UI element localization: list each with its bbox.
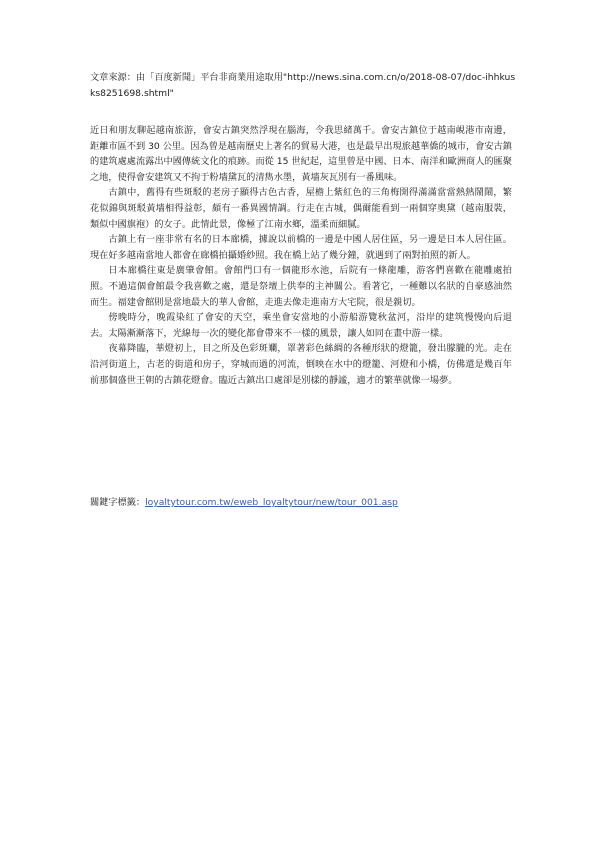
keyword-link[interactable]: loyaltytour.com.tw/eweb_loyaltytour/new/tour_001.asp xyxy=(145,497,398,508)
article-paragraph-3: 古鎮上有一座非常有名的日本廊橋，據說以前橋的一邊是中國人居住區，另一邊是日本人居住區。現在好多越南當地人都會在廊橋拍攝婚紗照。我在橋上站了幾分鐘，就遇到了兩對拍照的新人。 xyxy=(90,234,512,261)
article-body xyxy=(90,123,512,388)
article-paragraph-4: 日本廊橋往東是廣肇會館。會館門口有一個龍形水池，后院有一條龍雕，游客們喜歡在龍雕處拍照。不過這個會館最令我喜歡之處，還是祭壇上供奉的主神關公。看著它，一種難以名狀的自豪感油然而生。福建會館則是當地最大的華人會館，走進去像走進南方大宅院，很是親切。 xyxy=(90,265,512,308)
article-paragraph-6: 夜幕降臨，華燈初上，目之所及色彩斑斕，罩著彩色絲綢的各種形狀的燈籠，發出朦朧的光。走在沿河街道上，古老的街道和房子，穿城而過的河流，倒映在水中的燈籠、河燈和小橋，仿佛還是幾百年前那個盛世王朝的古鎮花燈會。臨近古鎮出口處卻是別樣的靜謐，適才的繁華就像一場夢。 xyxy=(90,343,512,386)
article-paragraph-2: 古鎮中，舊得有些斑駁的老房子顯得古色古香，屋檐上紫紅色的三角梅開得滿滿當當熱熱鬧鬧，繁花似錦與斑駁黃墻相得益彰，頗有一番異國情調。行走在古城，偶爾能看到一兩個穿奧黛（越南服裝，類似中國旗袍）的女子。此情此景，像極了江南水鄉，溫柔而細膩。 xyxy=(90,187,512,230)
keyword-label: 關鍵字標籤： xyxy=(90,497,146,508)
keyword-tags xyxy=(90,495,530,511)
source-attribution: 文章來源：由「百度新聞」平台非商業用途取用"http://news.sina.com.cn/o/2018-08-07/doc-ihhkusks8251698.shtml" xyxy=(90,72,516,99)
article-paragraph-5: 傍晚時分，晚霞染紅了會安的天空，乘坐會安當地的小游船游覽秋盆河，沿岸的建筑慢慢向后退去。太陽漸漸落下，光線每一次的變化都會帶來不一樣的風景，讓人如同在畫中游一樣。 xyxy=(90,312,512,339)
article-paragraph-1: 近日和朋友聊起越南旅游，會安古鎮突然浮現在腦海，令我思緒萬千。會安古鎮位于越南峴港市南邊，距離市區不到 30 公里。因為曾是越南歷史上著名的貿易大港，也是最早出現旅越華僑的城市，會安古鎮的建筑處處流露出中國傳統文化的痕跡。而從 15 世紀起，這里曾是中國、日本、南洋和歐洲商人的匯聚之地，使得會安建筑又不拘于粉墻黛瓦的清雋水墨，黃墻灰瓦別有一番風味。 xyxy=(90,125,512,183)
